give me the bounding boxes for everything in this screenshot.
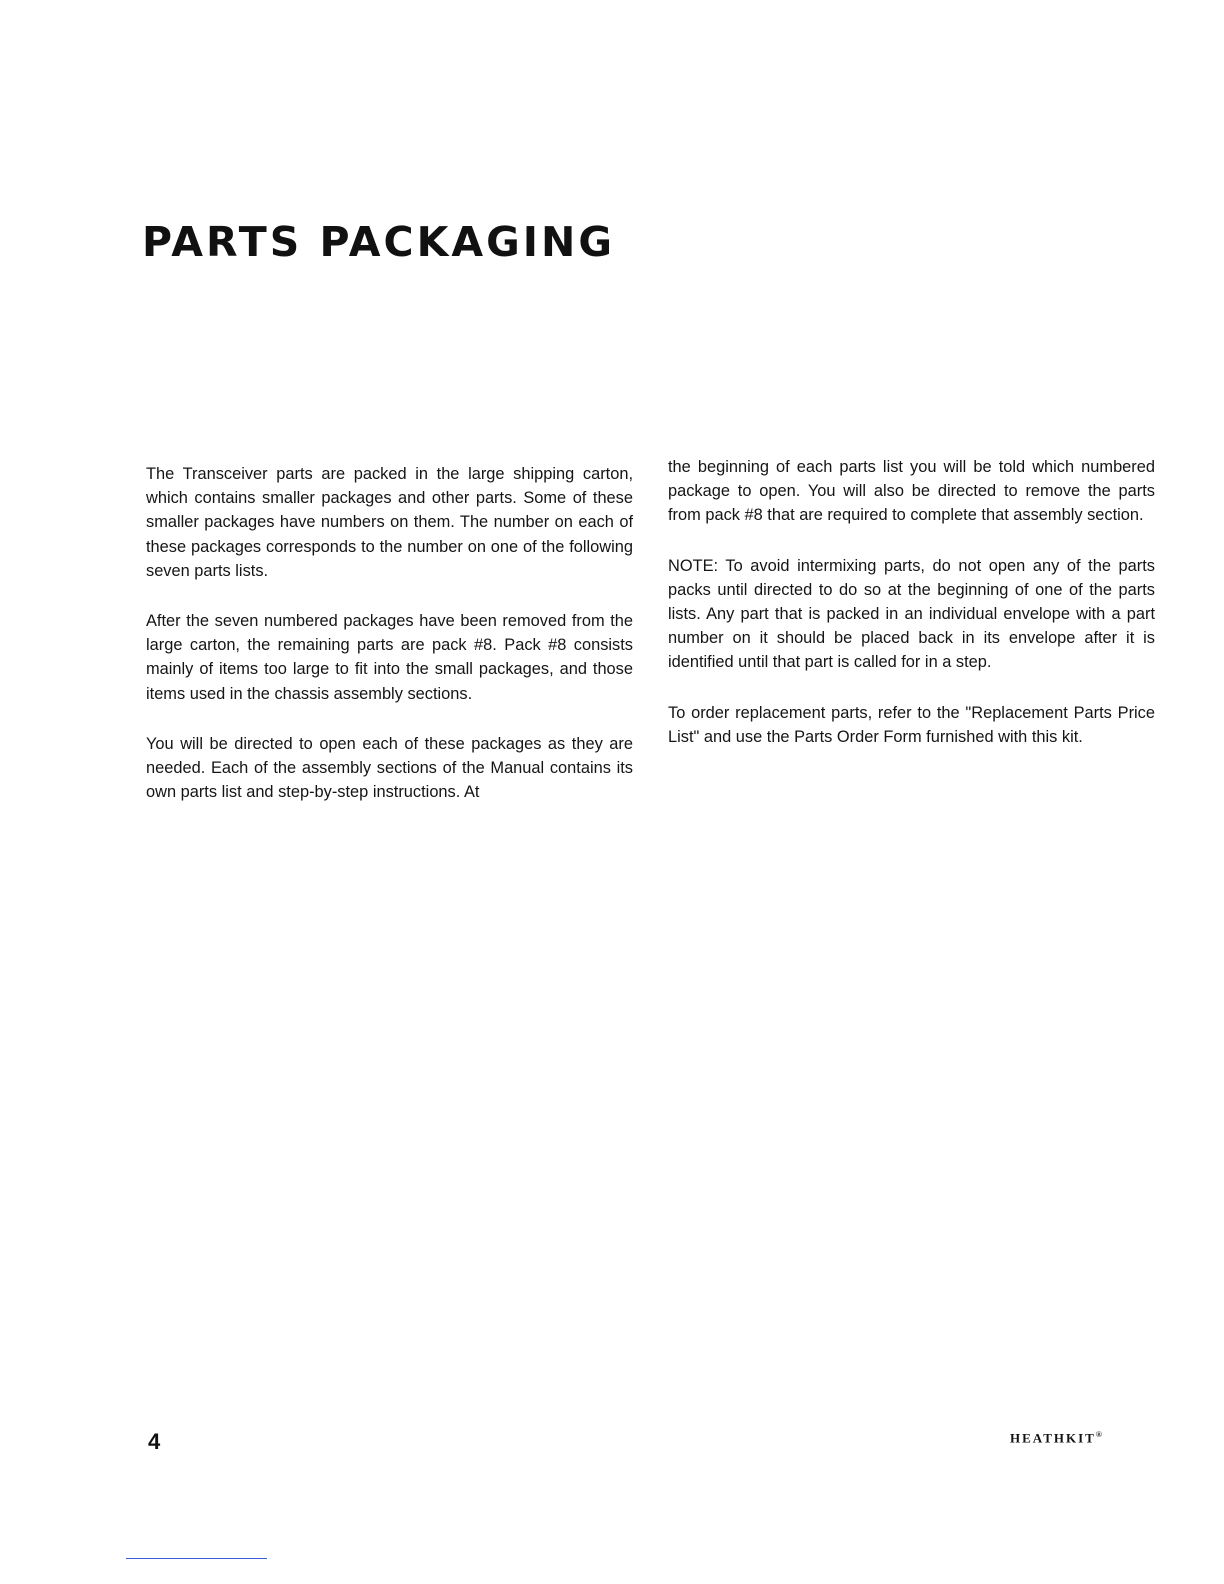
paragraph: You will be directed to open each of these packages as they are needed. Each of the assembly sections of the Manual contains its own parts list and step-by-step instructions. At xyxy=(146,734,633,802)
paragraph: the beginning of each parts list you will be told which numbered package to open. You will also be directed to remove the parts from pack #8 that are required to complete that assembly section. xyxy=(668,458,1155,525)
page-number: 4 xyxy=(148,1429,161,1454)
paragraph: The Transceiver parts are packed in the large shipping carton, which contains smaller packages and other parts. Some of these smaller packages have numbers on them. The number on each of these packages corresponds to the number on one of the following seven parts lists. xyxy=(146,465,633,580)
right-column xyxy=(668,455,1155,775)
registered-mark: ® xyxy=(1095,1430,1102,1439)
page-title: PARTS PACKAGING xyxy=(142,218,615,266)
brand-logo xyxy=(1010,1430,1102,1446)
paragraph: To order replacement parts, refer to the "Replacement Parts Price List" and use the Parts Order Form furnished with this kit. xyxy=(668,703,1155,746)
brand-name: HEATHKIT xyxy=(1010,1430,1096,1446)
left-column xyxy=(146,462,633,830)
footer-divider xyxy=(126,1558,267,1559)
note-paragraph: NOTE: To avoid intermixing parts, do not open any of the parts packs until directed to do so at the beginning of one of the parts lists. Any part that is packed in an individual envelope with a part number on it should be placed back in its envelope after it is identified until that part is called for in a step. xyxy=(668,556,1155,672)
paragraph: After the seven numbered packages have been removed from the large carton, the remaining parts are pack #8. Pack #8 consists mainly of items too large to fit into the small packages, and those items used in the chassis assembly sections. xyxy=(146,612,633,703)
